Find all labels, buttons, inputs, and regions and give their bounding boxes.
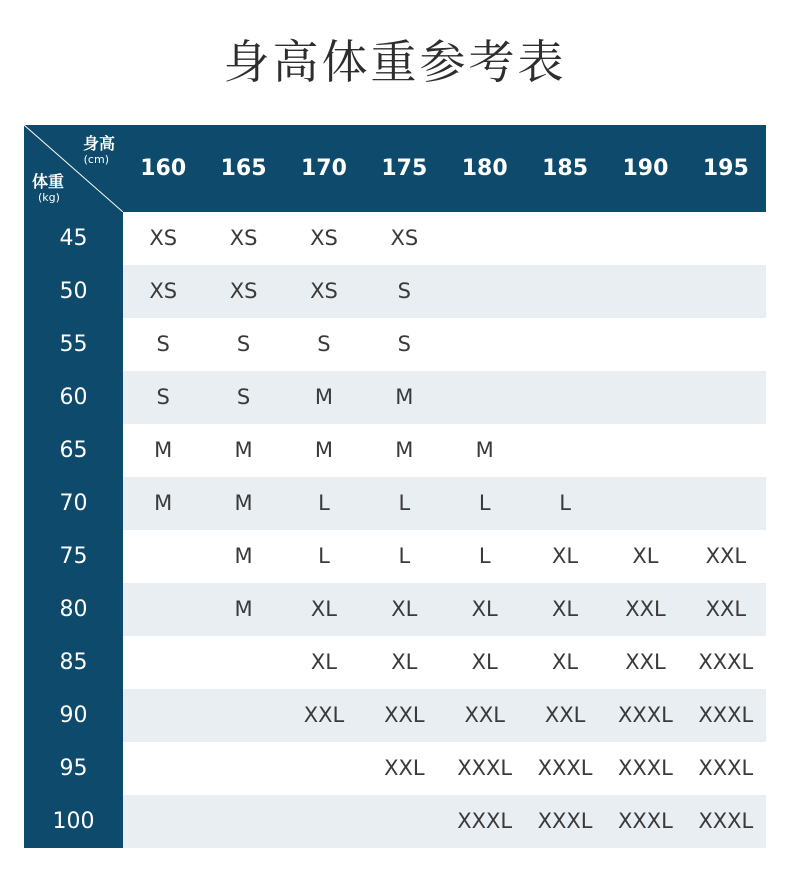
size-chart-table bbox=[24, 125, 766, 848]
size-cell: XL bbox=[552, 597, 579, 621]
weight-cell: 100 bbox=[24, 795, 123, 848]
size-cells bbox=[123, 318, 766, 371]
table-row bbox=[24, 636, 766, 689]
corner-cell bbox=[24, 125, 123, 212]
table-row bbox=[24, 371, 766, 424]
size-cell: XXL bbox=[625, 597, 666, 621]
size-cell: M bbox=[154, 438, 173, 462]
size-cell bbox=[525, 318, 605, 371]
size-cell: XXL bbox=[303, 703, 345, 727]
height-header-cell: 195 bbox=[702, 156, 749, 181]
size-cell: XXL bbox=[705, 544, 747, 568]
weight-cell: 85 bbox=[24, 636, 123, 689]
size-cell: M bbox=[234, 491, 253, 515]
size-cell bbox=[525, 424, 605, 477]
size-cell: XL bbox=[310, 650, 337, 674]
size-cell: XS bbox=[149, 279, 178, 303]
size-cell bbox=[525, 265, 605, 318]
size-cell: XXXL bbox=[537, 809, 593, 833]
size-cell bbox=[123, 583, 203, 636]
size-cell: XS bbox=[149, 226, 178, 250]
weight-cell: 80 bbox=[24, 583, 123, 636]
size-cell bbox=[123, 742, 203, 795]
size-cell bbox=[686, 212, 766, 265]
size-cell: S bbox=[317, 332, 331, 356]
size-cell: XXL bbox=[384, 756, 425, 780]
size-cell bbox=[605, 318, 685, 371]
size-cell: S bbox=[156, 332, 170, 356]
size-cell: XXXL bbox=[537, 756, 593, 780]
size-cell: XL bbox=[471, 650, 498, 674]
size-cell: M bbox=[475, 438, 494, 462]
size-cell bbox=[284, 742, 364, 795]
table-body bbox=[24, 212, 766, 848]
size-cell bbox=[445, 371, 525, 424]
size-cell bbox=[284, 795, 364, 848]
size-cell: M bbox=[234, 544, 253, 568]
size-cell bbox=[203, 689, 283, 742]
height-header-cell: 185 bbox=[542, 156, 589, 181]
size-cell bbox=[203, 742, 283, 795]
size-cell: XXXL bbox=[698, 756, 754, 780]
size-cell: M bbox=[314, 438, 333, 462]
height-header-cell: 170 bbox=[300, 156, 347, 181]
table-row bbox=[24, 742, 766, 795]
size-cell: XL bbox=[391, 597, 418, 621]
size-cells bbox=[123, 265, 766, 318]
height-header-cell: 160 bbox=[140, 156, 187, 181]
size-cell bbox=[445, 212, 525, 265]
height-header-row bbox=[123, 125, 766, 212]
table-row bbox=[24, 424, 766, 477]
size-cells bbox=[123, 583, 766, 636]
size-cell bbox=[123, 636, 203, 689]
table-row bbox=[24, 265, 766, 318]
size-cell: S bbox=[156, 385, 170, 409]
size-cell: M bbox=[234, 438, 253, 462]
height-header-cell: 175 bbox=[381, 156, 428, 181]
size-cell bbox=[686, 318, 766, 371]
size-cell: L bbox=[318, 491, 330, 515]
size-cell: XS bbox=[229, 226, 258, 250]
weight-cell: 70 bbox=[24, 477, 123, 530]
size-cell bbox=[123, 530, 203, 583]
weight-cell: 90 bbox=[24, 689, 123, 742]
size-cell: S bbox=[236, 332, 251, 356]
size-cell: XXL bbox=[464, 703, 505, 727]
weight-cell: 50 bbox=[24, 265, 123, 318]
height-axis-label bbox=[83, 135, 115, 166]
size-cell bbox=[605, 477, 685, 530]
height-header-cell: 180 bbox=[461, 156, 508, 181]
size-cells bbox=[123, 530, 766, 583]
size-cell bbox=[445, 318, 525, 371]
size-cell: XL bbox=[471, 597, 498, 621]
size-cells bbox=[123, 212, 766, 265]
table-row bbox=[24, 530, 766, 583]
size-cell bbox=[364, 795, 444, 848]
size-cell: XL bbox=[391, 650, 418, 674]
size-cell: XXXL bbox=[618, 703, 673, 727]
height-header-cell: 190 bbox=[622, 156, 669, 181]
size-cell bbox=[605, 424, 685, 477]
height-label: 身高 bbox=[82, 134, 115, 153]
size-cell: XXXL bbox=[618, 809, 673, 833]
size-cell bbox=[123, 795, 203, 848]
size-cell bbox=[203, 636, 283, 689]
size-cell: L bbox=[478, 544, 491, 568]
size-cell bbox=[686, 424, 766, 477]
table-row bbox=[24, 318, 766, 371]
size-cell bbox=[525, 371, 605, 424]
size-cell bbox=[123, 689, 203, 742]
table-header bbox=[24, 125, 766, 212]
size-cell: L bbox=[398, 544, 411, 568]
size-cell bbox=[686, 477, 766, 530]
size-cell: XXL bbox=[544, 703, 586, 727]
size-cells bbox=[123, 424, 766, 477]
weight-cell: 75 bbox=[24, 530, 123, 583]
size-cell: L bbox=[559, 491, 571, 515]
weight-unit: (kg) bbox=[38, 191, 60, 204]
height-header-cell: 165 bbox=[220, 156, 267, 181]
size-cell: S bbox=[236, 385, 251, 409]
size-cell bbox=[686, 371, 766, 424]
size-cell: XXL bbox=[705, 597, 747, 621]
size-cell bbox=[605, 265, 685, 318]
size-cells bbox=[123, 636, 766, 689]
size-cell: L bbox=[318, 544, 330, 568]
size-cell bbox=[605, 371, 685, 424]
size-cell: XS bbox=[390, 226, 419, 250]
weight-cell: 45 bbox=[24, 212, 123, 265]
size-cell: XXXL bbox=[457, 809, 513, 833]
table-row bbox=[24, 583, 766, 636]
size-cell: S bbox=[397, 279, 411, 303]
size-cell: XS bbox=[229, 279, 258, 303]
size-cell: XL bbox=[310, 597, 337, 621]
size-cell: XXL bbox=[625, 650, 666, 674]
size-cell bbox=[203, 795, 283, 848]
size-cell bbox=[686, 265, 766, 318]
size-cell: XS bbox=[310, 279, 338, 303]
size-cell: XXXL bbox=[698, 650, 754, 674]
weight-label: 体重 bbox=[32, 172, 65, 191]
size-cell: XL bbox=[552, 650, 579, 674]
weight-cell: 55 bbox=[24, 318, 123, 371]
size-cells bbox=[123, 371, 766, 424]
size-cell: L bbox=[398, 491, 411, 515]
size-cells bbox=[123, 689, 766, 742]
size-cells bbox=[123, 742, 766, 795]
size-cell bbox=[525, 212, 605, 265]
weight-cell: 95 bbox=[24, 742, 123, 795]
size-cells bbox=[123, 477, 766, 530]
size-cell: M bbox=[314, 385, 333, 409]
size-cell: XXXL bbox=[618, 756, 673, 780]
page-title: 身高体重参考表 bbox=[223, 35, 567, 89]
weight-axis-label bbox=[32, 173, 64, 204]
table-row bbox=[24, 795, 766, 848]
weight-cell: 60 bbox=[24, 371, 123, 424]
size-cell bbox=[605, 212, 685, 265]
table-row bbox=[24, 477, 766, 530]
size-cell: S bbox=[397, 332, 411, 356]
size-cell: XL bbox=[632, 544, 659, 568]
size-cell: XXXL bbox=[457, 756, 513, 780]
size-cell: XXXL bbox=[698, 809, 754, 833]
size-cells bbox=[123, 795, 766, 848]
size-cell: M bbox=[234, 597, 253, 621]
size-cell: XXXL bbox=[698, 703, 754, 727]
size-cell: XL bbox=[552, 544, 579, 568]
size-cell bbox=[445, 265, 525, 318]
size-cell: M bbox=[395, 385, 414, 409]
size-cell: XS bbox=[310, 226, 338, 250]
height-unit: (cm) bbox=[83, 153, 109, 166]
table-row bbox=[24, 689, 766, 742]
size-cell: XXL bbox=[384, 703, 425, 727]
size-cell: L bbox=[478, 491, 491, 515]
size-cell: M bbox=[395, 438, 414, 462]
table-row bbox=[24, 212, 766, 265]
size-cell: M bbox=[154, 491, 173, 515]
weight-cell: 65 bbox=[24, 424, 123, 477]
